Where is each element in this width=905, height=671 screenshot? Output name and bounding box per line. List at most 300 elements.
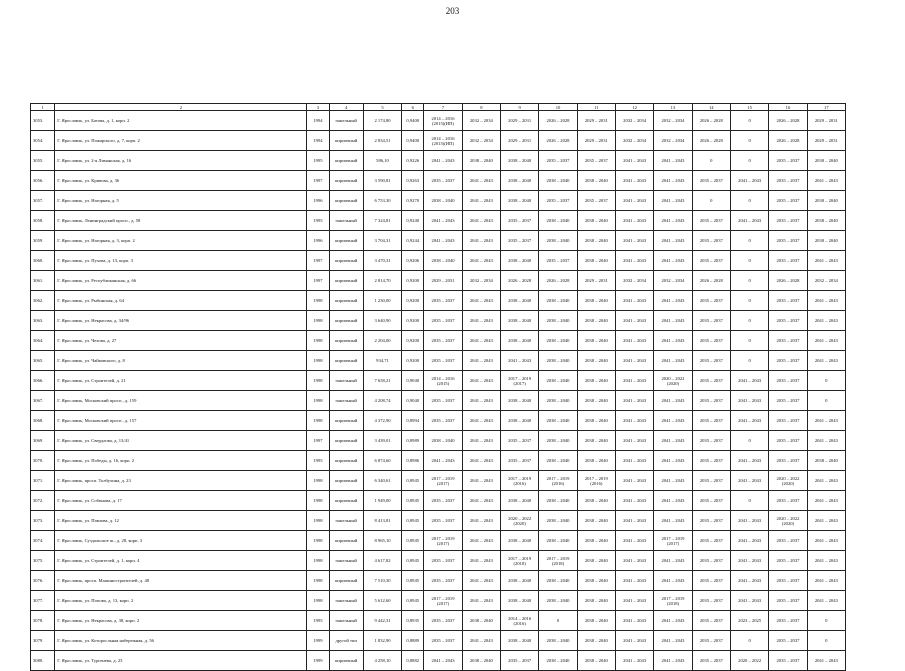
table-cell: 2032 – 2034	[462, 131, 500, 151]
table-cell: 2035 – 2037	[501, 211, 539, 231]
table-cell: 2041 – 2043	[462, 231, 500, 251]
table-cell: панельный	[329, 511, 363, 531]
table-cell: 2041 – 2043	[615, 631, 653, 651]
table-cell: 2035 – 2037	[424, 351, 462, 371]
table-cell: 2035 – 2037	[769, 291, 807, 311]
table-row	[31, 251, 846, 271]
table-row	[31, 311, 846, 331]
table-cell: 2038 – 2040	[501, 291, 539, 311]
table-cell: 2041 – 2043	[807, 651, 845, 671]
table-cell: 0,8882	[402, 651, 424, 671]
table-cell: 2041 – 2043	[807, 531, 845, 551]
table-cell: 2041 – 2043	[615, 511, 653, 531]
table-cell: 2038 – 2040	[577, 351, 615, 371]
table-cell: 2041 – 2043	[462, 371, 500, 391]
table-cell: 2032 – 2034	[654, 271, 692, 291]
table-cell: 2038 – 2040	[577, 651, 615, 671]
table-cell: 0	[730, 131, 768, 151]
table-cell: 2035 – 2037	[424, 391, 462, 411]
table-cell: 2041 – 2043	[424, 151, 462, 171]
table-cell: 2035 – 2037	[424, 411, 462, 431]
table-cell: 2041 – 2043	[730, 371, 768, 391]
table-cell: 2035 – 2037	[692, 531, 730, 551]
table-cell: 1 832,90	[363, 631, 401, 651]
table-cell: 2038 – 2040	[577, 491, 615, 511]
table-cell: 3055.	[31, 151, 55, 171]
table-cell: 2017 – 2019 (2016)	[577, 471, 615, 491]
table-cell: 2038 – 2040	[501, 171, 539, 191]
table-cell: 2035 – 2037	[424, 171, 462, 191]
table-cell: 3059.	[31, 231, 55, 251]
table-cell: 2041 – 2043	[501, 351, 539, 371]
table-cell: 2038 – 2040	[539, 371, 577, 391]
table-cell: 2035 – 2037	[424, 311, 462, 331]
table-cell: 2041 – 2043	[730, 451, 768, 471]
table-cell: 1998	[307, 391, 329, 411]
table-cell: 2035 – 2037	[769, 371, 807, 391]
table-cell: 2038 – 2040	[424, 191, 462, 211]
table-cell: 2041 – 2043	[807, 511, 845, 531]
table-cell: 2038 – 2040	[577, 171, 615, 191]
table-cell: 1998	[307, 491, 329, 511]
table-cell: 1998	[307, 291, 329, 311]
column-header: 6	[402, 104, 424, 111]
table-cell: 2020 – 2022 (2020)	[501, 511, 539, 531]
address-cell: Г. Ярославль, ул. Строителей, д. 21	[55, 371, 307, 391]
address-cell: Г. Ярославль, ул. 2-я Лиманская, д. 16	[55, 151, 307, 171]
table-cell: 2038 – 2040	[539, 631, 577, 651]
table-cell: 0,9226	[402, 151, 424, 171]
table-cell: 2041 – 2043	[462, 251, 500, 271]
column-header: 12	[615, 104, 653, 111]
table-cell: 2032 – 2034	[462, 111, 500, 131]
table-cell: 2029 – 2031	[424, 271, 462, 291]
table-cell: кирпичный	[329, 131, 363, 151]
table-cell: 3053.	[31, 111, 55, 131]
table-cell: 3069.	[31, 431, 55, 451]
table-row	[31, 191, 846, 211]
table-cell: 0	[730, 231, 768, 251]
table-cell: 0,8945	[402, 511, 424, 531]
table-cell: 2035 – 2037	[692, 171, 730, 191]
table-cell: 2035 – 2037	[769, 651, 807, 671]
table-cell: 2017 – 2019 (2018)	[539, 551, 577, 571]
table-cell: 2041 – 2043	[807, 331, 845, 351]
table-cell: кирпичный	[329, 531, 363, 551]
table-cell: панельный	[329, 551, 363, 571]
table-row	[31, 631, 846, 651]
table-cell: 2041 – 2043	[654, 571, 692, 591]
table-cell: 2041 – 2043	[730, 391, 768, 411]
table-cell: 3078.	[31, 611, 55, 631]
table-cell: 3057.	[31, 191, 55, 211]
table-cell: 0	[730, 291, 768, 311]
table-cell: 2041 – 2043	[462, 451, 500, 471]
table-row	[31, 171, 846, 191]
table-cell: 6 340,61	[363, 471, 401, 491]
table-cell: 3068.	[31, 411, 55, 431]
table-cell: 0,8945	[402, 531, 424, 551]
table-cell: 2026 – 2028	[692, 271, 730, 291]
column-header: 15	[730, 104, 768, 111]
table-cell: 2038 – 2040	[577, 411, 615, 431]
table-cell: 1999	[307, 631, 329, 651]
table-cell: 2041 – 2043	[654, 251, 692, 271]
table-cell: 2035 – 2037	[769, 351, 807, 371]
table-cell: 2041 – 2043	[462, 171, 500, 191]
table-cell: 2 204,00	[363, 331, 401, 351]
table-cell: кирпичный	[329, 491, 363, 511]
table-cell: 2041 – 2043	[807, 291, 845, 311]
table-cell: 2038 – 2040	[807, 191, 845, 211]
table-cell: 0,9263	[402, 171, 424, 191]
table-cell: 2041 – 2043	[462, 571, 500, 591]
table-cell: 2038 – 2040	[539, 211, 577, 231]
table-cell: 2041 – 2043	[615, 431, 653, 451]
table-cell: панельный	[329, 111, 363, 131]
table-cell: 2035 – 2037	[769, 611, 807, 631]
table-cell: 586,10	[363, 151, 401, 171]
table-cell: 2038 – 2040	[462, 151, 500, 171]
table-cell: 2035 – 2037	[501, 231, 539, 251]
table-cell: панельный	[329, 591, 363, 611]
table-cell: кирпичный	[329, 651, 363, 671]
table-cell: 2038 – 2040	[577, 291, 615, 311]
header-row	[31, 104, 846, 111]
table-cell: 0,9400	[402, 131, 424, 151]
table-cell: 2035 – 2037	[769, 451, 807, 471]
table-cell: 3058.	[31, 211, 55, 231]
table-cell: 2035 – 2037	[769, 631, 807, 651]
table-cell: 2017 – 2019 (2017)	[424, 591, 462, 611]
table-cell: 2041 – 2043	[730, 511, 768, 531]
table-cell: 2041 – 2043	[654, 391, 692, 411]
address-cell: Г. Ярославль, Московский просп., д. 157	[55, 411, 307, 431]
address-cell: Г. Ярославль, ул. Нагорная, д. 3, корп. 2	[55, 231, 307, 251]
address-cell: Г. Ярославль, ул. Павлова, д. 12	[55, 511, 307, 531]
table-cell: 2041 – 2043	[654, 491, 692, 511]
table-cell: 2038 – 2040	[577, 531, 615, 551]
table-cell: 2041 – 2043	[807, 171, 845, 191]
table-cell: 2020 – 2022 (2020)	[769, 511, 807, 531]
table-cell: 2026 – 2028	[539, 111, 577, 131]
table-cell: 2014 – 2016 (2015)(ИП)	[424, 111, 462, 131]
table-cell: 2038 – 2040	[577, 431, 615, 451]
table-cell: 1995	[307, 211, 329, 231]
table-cell: 2041 – 2043	[462, 391, 500, 411]
table-cell: 2038 – 2040	[539, 651, 577, 671]
table-cell: кирпичный	[329, 331, 363, 351]
table-cell: 2038 – 2040	[577, 231, 615, 251]
table-cell: 2035 – 2037	[692, 651, 730, 671]
table-cell: 1994	[307, 131, 329, 151]
table-cell: 2026 – 2028	[769, 111, 807, 131]
table-cell: 2032 – 2034	[654, 131, 692, 151]
table-cell: 2035 – 2037	[692, 411, 730, 431]
table-cell: 2041 – 2043	[615, 351, 653, 371]
table-cell: 2035 – 2037	[769, 311, 807, 331]
table-cell: 1997	[307, 271, 329, 291]
table-cell: 2041 – 2043	[424, 231, 462, 251]
table-cell: 0	[730, 191, 768, 211]
table-cell: 2029 – 2031	[577, 111, 615, 131]
table-cell: 0	[692, 191, 730, 211]
table-cell: 2035 – 2037	[692, 491, 730, 511]
table-cell: 2041 – 2043	[654, 211, 692, 231]
address-cell: Г. Ярославль, Суздальское ш., д. 28, корп. 3	[55, 531, 307, 551]
table-row	[31, 371, 846, 391]
table-row	[31, 291, 846, 311]
table-cell: 2032 – 2034	[807, 271, 845, 291]
table-cell: 2041 – 2043	[615, 331, 653, 351]
table-cell: 2035 – 2037	[424, 551, 462, 571]
table-cell: 8 965,10	[363, 531, 401, 551]
table-cell: 0,8986	[402, 451, 424, 471]
table-cell: 2014 – 2016 (2015)	[424, 371, 462, 391]
table-cell: 2041 – 2043	[615, 211, 653, 231]
address-cell: Г. Ярославль, ул. Строителей, д. 1, корп. 4	[55, 551, 307, 571]
table-cell: панельный	[329, 371, 363, 391]
table-cell: кирпичный	[329, 151, 363, 171]
table-cell: 2 814,70	[363, 271, 401, 291]
table-row	[31, 411, 846, 431]
table-cell: 2041 – 2043	[730, 211, 768, 231]
table-cell: 2041 – 2043	[615, 571, 653, 591]
table-cell: 2041 – 2043	[615, 651, 653, 671]
table-cell: 2035 – 2037	[424, 511, 462, 531]
table-row	[31, 531, 846, 551]
table-cell: 0,8945	[402, 591, 424, 611]
table-cell: 2035 – 2037	[501, 651, 539, 671]
table-cell: 1998	[307, 591, 329, 611]
table-cell: 2041 – 2043	[730, 571, 768, 591]
table-cell: 1998	[307, 371, 329, 391]
table-cell: 2038 – 2040	[539, 591, 577, 611]
table-cell: 2038 – 2040	[577, 631, 615, 651]
table-cell: 2041 – 2043	[654, 511, 692, 531]
table-cell: 2035 – 2037	[692, 291, 730, 311]
address-cell: Г. Ярославль, просп. Толбухина, д. 23	[55, 471, 307, 491]
table-cell: 2041 – 2043	[615, 591, 653, 611]
table-cell: 2038 – 2040	[577, 311, 615, 331]
column-header: 8	[462, 104, 500, 111]
table-cell: 4 258,10	[363, 651, 401, 671]
table-cell: 1999	[307, 651, 329, 671]
table-cell: 2038 – 2040	[539, 391, 577, 411]
table-cell: 2038 – 2040	[807, 151, 845, 171]
table-cell: кирпичный	[329, 291, 363, 311]
table-cell: 2035 – 2037	[692, 551, 730, 571]
table-cell: 1998	[307, 331, 329, 351]
table-cell: 2035 – 2037	[769, 411, 807, 431]
table-row	[31, 111, 846, 131]
schedule-table	[30, 103, 846, 671]
table-row	[31, 231, 846, 251]
table-cell: 0	[730, 491, 768, 511]
table-row	[31, 331, 846, 351]
table-cell: 2035 – 2037	[769, 331, 807, 351]
address-cell: Г. Ярославль, ул. Республиканская, д. 66	[55, 271, 307, 291]
table-cell: 0	[730, 631, 768, 651]
table-cell: 2035 – 2037	[424, 611, 462, 631]
table-cell: 0	[730, 251, 768, 271]
table-cell: 2041 – 2043	[462, 591, 500, 611]
table-cell: 2038 – 2040	[539, 431, 577, 451]
table-cell: 2038 – 2040	[501, 311, 539, 331]
table-cell: 3065.	[31, 351, 55, 371]
table-cell: 2038 – 2040	[539, 571, 577, 591]
table-cell: 2041 – 2043	[615, 291, 653, 311]
table-cell: 2035 – 2037	[692, 351, 730, 371]
table-cell: 2038 – 2040	[807, 451, 845, 471]
address-cell: Г. Ярославль, ул. Собинова, д. 17	[55, 491, 307, 511]
table-cell: 2026 – 2028	[769, 131, 807, 151]
table-cell: 2038 – 2040	[462, 651, 500, 671]
table-cell: 0,9200	[402, 311, 424, 331]
table-cell: панельный	[329, 211, 363, 231]
column-header: 11	[577, 104, 615, 111]
table-cell: 3060.	[31, 251, 55, 271]
table-cell: 4 617,82	[363, 551, 401, 571]
table-cell: 0,8994	[402, 411, 424, 431]
table-cell: 1998	[307, 511, 329, 531]
table-cell: 2038 – 2040	[539, 491, 577, 511]
table-cell: 2038 – 2040	[501, 591, 539, 611]
table-cell: 2041 – 2043	[462, 491, 500, 511]
table-cell: 2032 – 2034	[462, 271, 500, 291]
table-cell: 2035 – 2037	[769, 391, 807, 411]
table-cell: 2035 – 2037	[692, 211, 730, 231]
table-cell: 0,9040	[402, 391, 424, 411]
table-cell: 2032 – 2034	[654, 111, 692, 131]
table-cell: 2041 – 2043	[654, 331, 692, 351]
table-cell: 2026 – 2028	[501, 271, 539, 291]
table-cell: 2038 – 2040	[501, 331, 539, 351]
table-cell: 2041 – 2043	[462, 431, 500, 451]
table-cell: 0,8889	[402, 631, 424, 651]
table-cell: 2041 – 2043	[730, 591, 768, 611]
table-cell: 2035 – 2037	[692, 451, 730, 471]
table-cell: 0,9270	[402, 191, 424, 211]
table-cell: кирпичный	[329, 411, 363, 431]
table-cell: 3 590,81	[363, 171, 401, 191]
table-cell: кирпичный	[329, 171, 363, 191]
page-number: 203	[445, 6, 460, 16]
table-cell: 2041 – 2043	[462, 511, 500, 531]
table-cell: 2038 – 2040	[807, 211, 845, 231]
table-cell: 2041 – 2043	[462, 471, 500, 491]
table-cell: 2029 – 2031	[577, 131, 615, 151]
table-cell: 2041 – 2043	[424, 451, 462, 471]
table-cell: 2041 – 2043	[462, 211, 500, 231]
table-cell: 2041 – 2043	[615, 611, 653, 631]
table-cell: 2035 – 2037	[692, 571, 730, 591]
table-cell: 2035 – 2037	[424, 571, 462, 591]
table-cell: 2017 – 2019 (2018)	[654, 591, 692, 611]
table-cell: 2041 – 2043	[654, 631, 692, 651]
address-cell: Г. Ярославль, ул. Пухова, д. 13, корп. 3	[55, 251, 307, 271]
table-cell: 3064.	[31, 331, 55, 351]
table-cell: 2029 – 2031	[501, 131, 539, 151]
table-cell: кирпичный	[329, 451, 363, 471]
table-cell: 2041 – 2043	[462, 551, 500, 571]
table-row	[31, 431, 846, 451]
table-cell: 2038 – 2040	[539, 411, 577, 431]
column-header: 14	[692, 104, 730, 111]
table-cell: 2038 – 2040	[539, 451, 577, 471]
table-cell: 1998	[307, 311, 329, 331]
address-cell: Г. Ярославль, Ленинградский просп., д. 58	[55, 211, 307, 231]
table-cell: 2041 – 2043	[730, 471, 768, 491]
table-cell: 2041 – 2043	[462, 311, 500, 331]
table-cell: 2038 – 2040	[807, 231, 845, 251]
address-cell: Г. Ярославль, ул. Победы, д. 16, корп. 2	[55, 451, 307, 471]
table-cell: 2035 – 2037	[769, 571, 807, 591]
table-cell: 2038 – 2040	[501, 151, 539, 171]
table-row	[31, 571, 846, 591]
table-cell: 2035 – 2037	[424, 331, 462, 351]
table-cell: 2038 – 2040	[501, 191, 539, 211]
column-header: 1	[31, 104, 55, 111]
address-cell: Г. Ярославль, ул. Чехова, д. 27	[55, 331, 307, 351]
table-cell: 2017 – 2019 (2017)	[424, 471, 462, 491]
table-cell: 1998	[307, 551, 329, 571]
table-cell: 5 612,60	[363, 591, 401, 611]
table-cell: 2035 – 2037	[539, 251, 577, 271]
table-cell: 2038 – 2040	[539, 351, 577, 371]
table-cell: 2041 – 2043	[615, 391, 653, 411]
table-cell: 1996	[307, 191, 329, 211]
table-cell: 2035 – 2037	[692, 331, 730, 351]
table-cell: 2038 – 2040	[539, 531, 577, 551]
table-cell: 2041 – 2043	[807, 591, 845, 611]
address-cell: Г. Ярославль, ул. Нагорная, д. 5	[55, 191, 307, 211]
table-cell: 0,8945	[402, 471, 424, 491]
table-cell: 3 640,90	[363, 311, 401, 331]
table-cell: 2014 – 2016 (2016)	[501, 611, 539, 631]
table-cell: 2035 – 2037	[424, 491, 462, 511]
table-cell: 1997	[307, 431, 329, 451]
table-cell: 2041 – 2043	[654, 611, 692, 631]
table-cell: 6 753,30	[363, 191, 401, 211]
table-cell: 2017 – 2019 (2016)	[539, 471, 577, 491]
table-cell: 1997	[307, 171, 329, 191]
table-cell: 2032 – 2034	[615, 111, 653, 131]
table-cell: 2035 – 2037	[501, 431, 539, 451]
table-cell: 0,8945	[402, 551, 424, 571]
table-cell: 2038 – 2040	[577, 611, 615, 631]
table-cell: 0	[730, 311, 768, 331]
table-cell: 2035 – 2037	[769, 171, 807, 191]
table-row	[31, 271, 846, 291]
table-row	[31, 611, 846, 631]
table-cell: 2041 – 2043	[807, 411, 845, 431]
table-row	[31, 491, 846, 511]
table-cell: 0	[730, 111, 768, 131]
table-row	[31, 131, 846, 151]
table-cell: 2038 – 2040	[462, 611, 500, 631]
table-cell: 2038 – 2040	[577, 331, 615, 351]
table-cell: 2038 – 2040	[539, 311, 577, 331]
table-cell: 4 372,90	[363, 411, 401, 431]
table-cell: 2038 – 2040	[424, 431, 462, 451]
table-cell: 3071.	[31, 471, 55, 491]
table-cell: 2041 – 2043	[462, 291, 500, 311]
table-cell: кирпичный	[329, 351, 363, 371]
table-cell: 1 949,00	[363, 491, 401, 511]
table-cell: 2035 – 2037	[501, 451, 539, 471]
table-cell: 2041 – 2043	[462, 331, 500, 351]
